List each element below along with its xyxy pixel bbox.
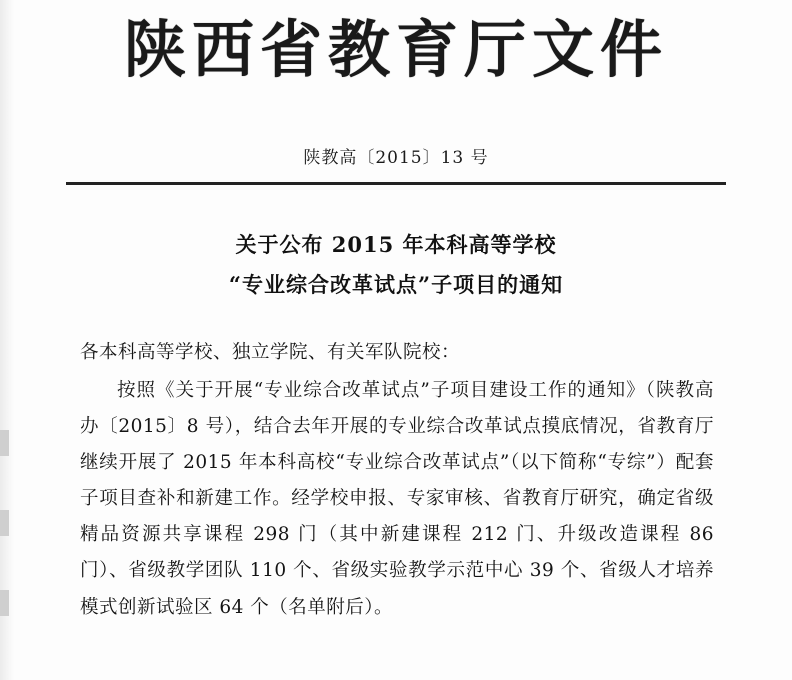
document-title	[0, 225, 792, 305]
masthead-title: 陕西省教育厅文件	[123, 13, 668, 86]
header-rule-container	[0, 182, 792, 185]
document-number: 陕教高〔2015〕13 号	[303, 148, 489, 169]
header-rule	[66, 182, 726, 185]
binding-mark	[0, 430, 9, 456]
binding-marks	[0, 430, 10, 670]
document-title-line-2: “专业综合改革试点”子项目的通知	[228, 272, 564, 298]
document-body	[0, 335, 792, 626]
salutation: 各本科高等学校、独立学院、有关军队院校：	[80, 342, 461, 364]
body-paragraph-1: 按照《关于开展“专业综合改革试点”子项目建设工作的通知》（陕教高办〔2015〕8 号），结合去年开展的专业综合改革试点摸底情况，省教育厅继续开展了 2015 年本科高校“专业综合改革试点”（以下简称“专综”）配套子项目查补和新建工作。经学校申报、专家审核、省教育厅研究，确定省级精品资源共享课程 298 门（其中新建课程 212 门、升级改造课程 86 门）、省级教学团队 110 个、省级实验教学示范中心 39 个、省级人才培养模式创新试验区 64 个（名单附后）。	[80, 380, 714, 618]
masthead	[0, 0, 792, 85]
binding-mark	[0, 590, 9, 616]
binding-mark	[0, 510, 9, 536]
document-title-line-1: 关于公布 2015 年本科高等学校	[235, 232, 557, 258]
